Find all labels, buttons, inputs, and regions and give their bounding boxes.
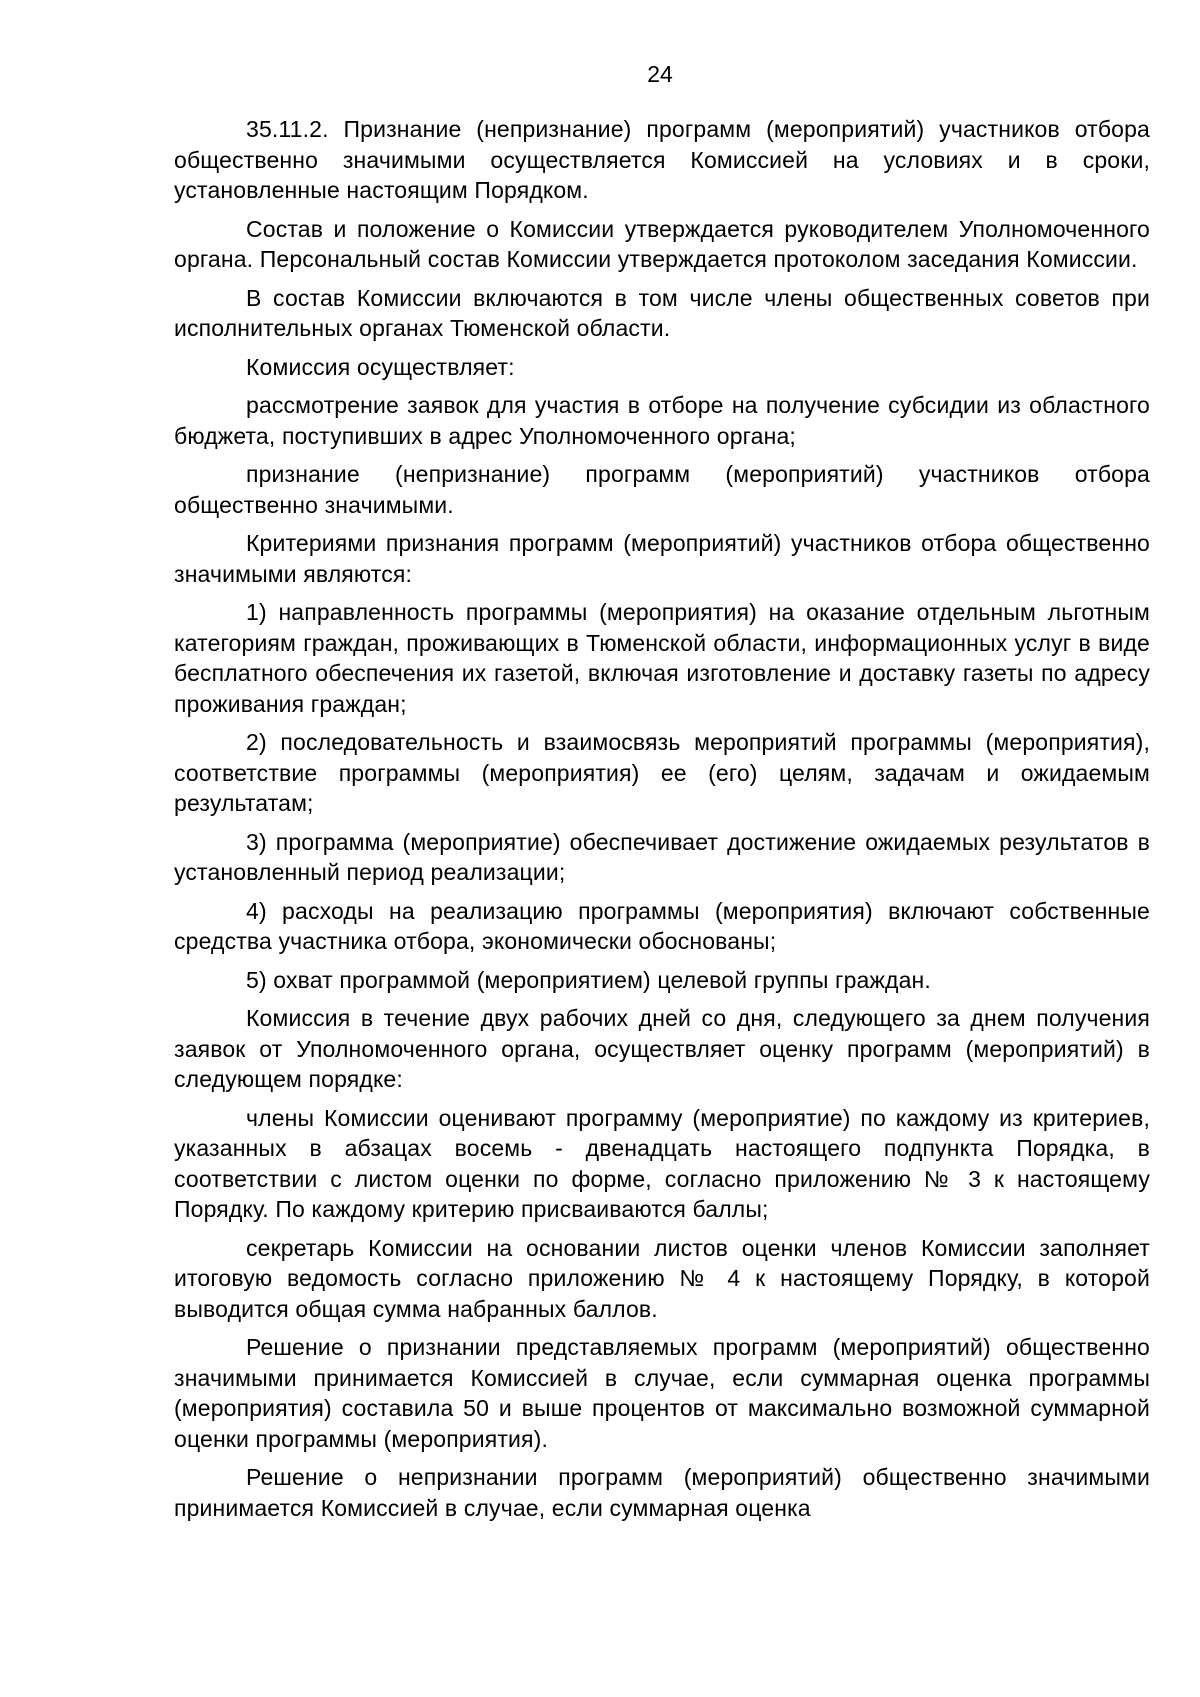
paragraph: секретарь Комиссии на основании листов оценки членов Комиссии заполняет итоговую ведомость согласно приложению № 4 к настоящему Порядку, в которой выводится общая сумма набранных баллов.	[174, 1234, 1150, 1322]
list-item: 3) программа (мероприятие) обеспечивает достижение ожидаемых результатов в установленный период реализации;	[174, 828, 1150, 885]
paragraph: Решение о признании представляемых программ (мероприятий) общественно значимыми принимается Комиссией в случае, если суммарная оценка программы (мероприятия) составила 50 и выше процентов от максимально возможной суммарной оценки программы (мероприятия).	[174, 1334, 1150, 1452]
page-number: 24	[647, 61, 673, 87]
list-item: 4) расходы на реализацию программы (мероприятия) включают собственные средства участника отбора, экономически обоснованы;	[174, 897, 1150, 954]
list-item: 5) охват программой (мероприятием) целевой группы граждан.	[246, 966, 931, 993]
paragraph: Состав и положение о Комиссии утверждается руководителем Уполномоченного органа. Персональный состав Комиссии утверждается протоколом заседания Комиссии.	[174, 215, 1150, 272]
paragraph: признание (непризнание) программ (мероприятий) участников отбора общественно значимыми.	[174, 461, 1150, 518]
paragraph: рассмотрение заявок для участия в отборе на получение субсидии из областного бюджета, поступивших в адрес Уполномоченного органа;	[174, 392, 1150, 449]
paragraph: Комиссия в течение двух рабочих дней со дня, следующего за днем получения заявок от Уполномоченного органа, осуществляет оценку программ (мероприятий) в следующем порядке:	[174, 1005, 1150, 1092]
paragraph: члены Комиссии оценивают программу (мероприятие) по каждому из критериев, указанных в абзацах восемь - двенадцать настоящего подпункта Порядка, в соответствии с листом оценки по форме, согласно приложению № 3 к настоящему Порядку. По каждому критерию присваиваются баллы;	[174, 1104, 1150, 1222]
paragraph: Критериями признания программ (мероприятий) участников отбора общественно значимыми являются:	[174, 530, 1150, 587]
paragraph: 35.11.2. Признание (непризнание) программ (мероприятий) участников отбора общественно значимыми осуществляется Комиссией на условиях и в сроки, установленные настоящим Порядком.	[174, 116, 1150, 203]
paragraph: В состав Комиссии включаются в том числе члены общественных советов при исполнительных органах Тюменской области.	[174, 284, 1150, 341]
paragraph: Решение о непризнании программ (мероприятий) общественно значимыми принимается Комиссией в случае, если суммарная оценка	[174, 1464, 1150, 1521]
document-body	[174, 114, 1150, 1531]
paragraph: Комиссия осуществляет:	[246, 353, 515, 380]
list-item: 2) последовательность и взаимосвязь мероприятий программы (мероприятия), соответствие программы (мероприятия) ее (его) целям, задачам и ожидаемым результатам;	[174, 729, 1150, 816]
list-item: 1) направленность программы (мероприятия) на оказание отдельным льготным категориям граждан, проживающих в Тюменской области, информационных услуг в виде бесплатного обеспечения их газетой, включая изготовление и доставку газеты по адресу проживания граждан;	[174, 599, 1150, 717]
